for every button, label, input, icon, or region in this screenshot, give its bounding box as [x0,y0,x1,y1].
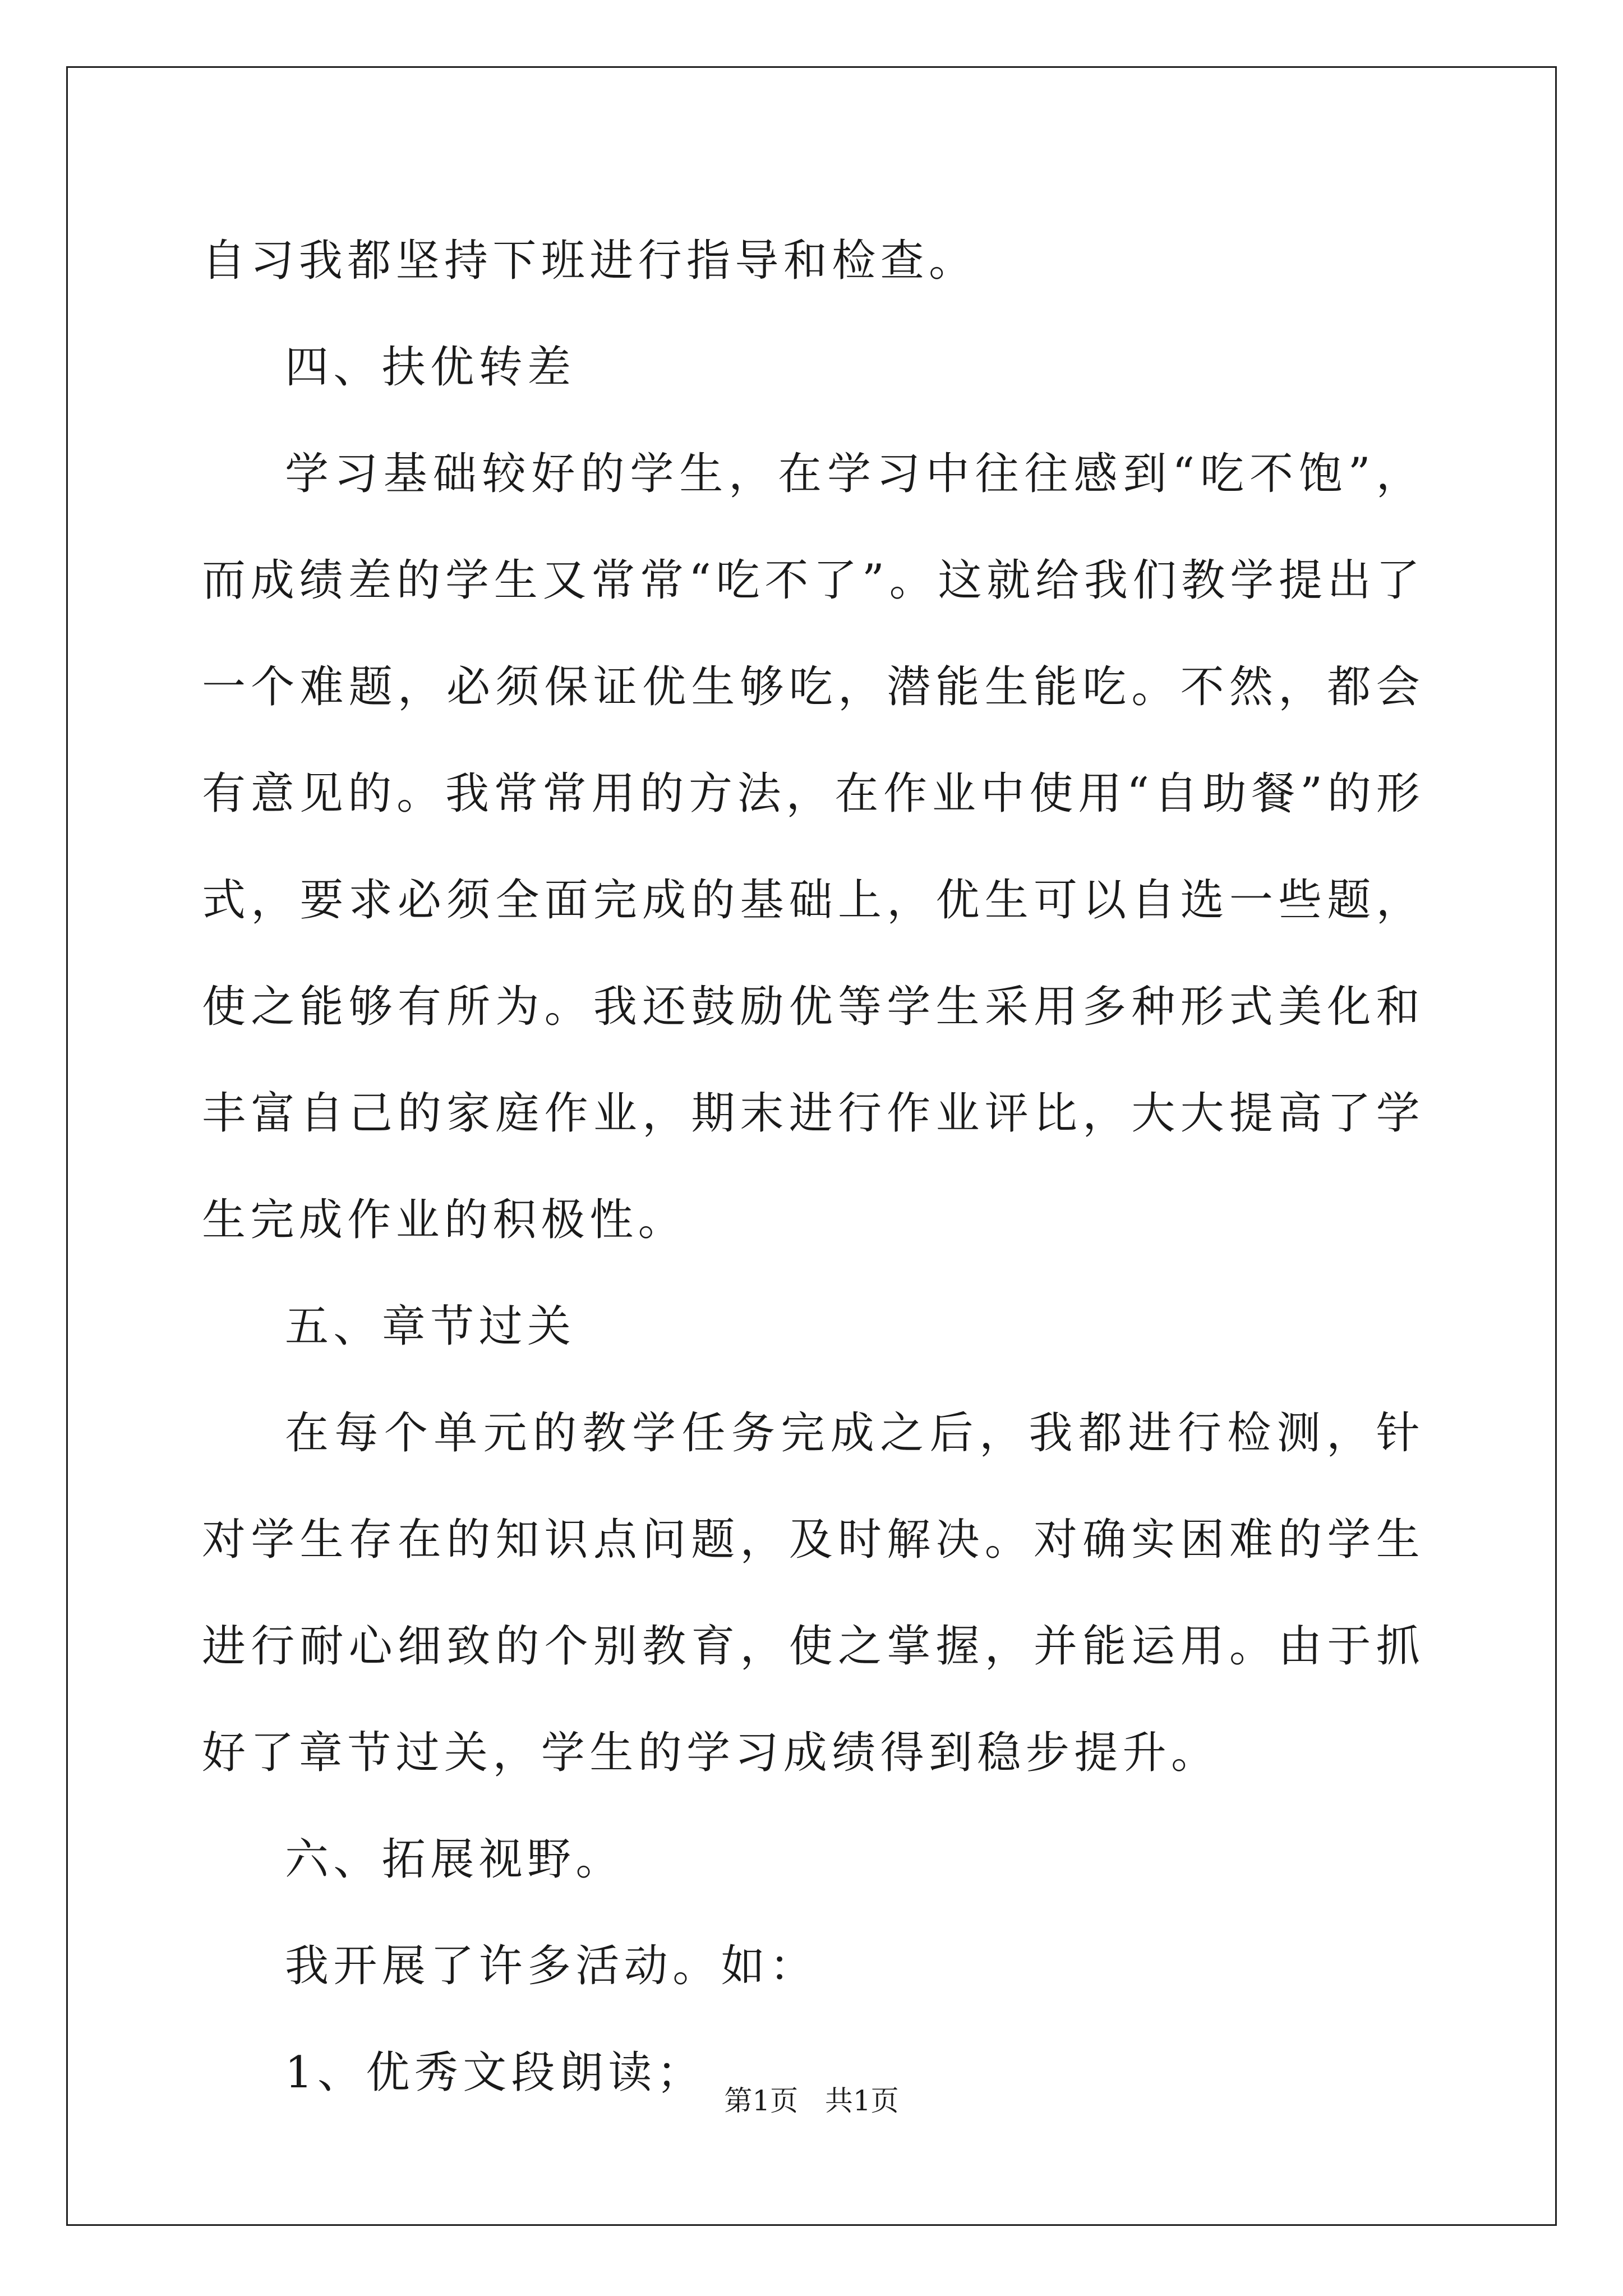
page-footer: 第1页 共1页 [724,2085,899,2117]
list-item: 1、优秀文段朗读； [285,2047,706,2098]
paragraph-body: 我开展了许多活动。如： [285,1941,818,1991]
paragraph-body: 在每个单元的教学任务完成之后，我都进行检测，针对学生存在的知识点问题，及时解决。对确实困难的学生进行耐心细致的个别教育，使之掌握，并能运用。由于抓好了章节过关，学生的学习成绩得到稳步提升。 [202,1408,1424,1778]
document-body [202,208,1424,2126]
paragraph-body: 学习基础较好的学生，在学习中往往感到“吃不饱”，而成绩差的学生又常常“吃不了”。这就给我们教学提出了一个难题，必须保证优生够吃，潜能生能吃。不然，都会有意见的。我常常用的方法，在作业中使用“自助餐”的形式，要求必须全面完成的基础上，优生可以自选一些题，使之能够有所为。我还鼓励优等学生采用多种形式美化和丰富自己的家庭作业，期末进行作业评比，大大提高了学生完成作业的积极性。 [202,449,1424,1245]
section-heading-5: 五、章节过关 [285,1301,576,1352]
section-heading-4: 四、扶优转差 [285,342,576,393]
section-heading-6: 六、拓展视野。 [285,1834,624,1885]
paragraph-continuation: 自习我都坚持下班进行指导和检查。 [202,236,978,286]
